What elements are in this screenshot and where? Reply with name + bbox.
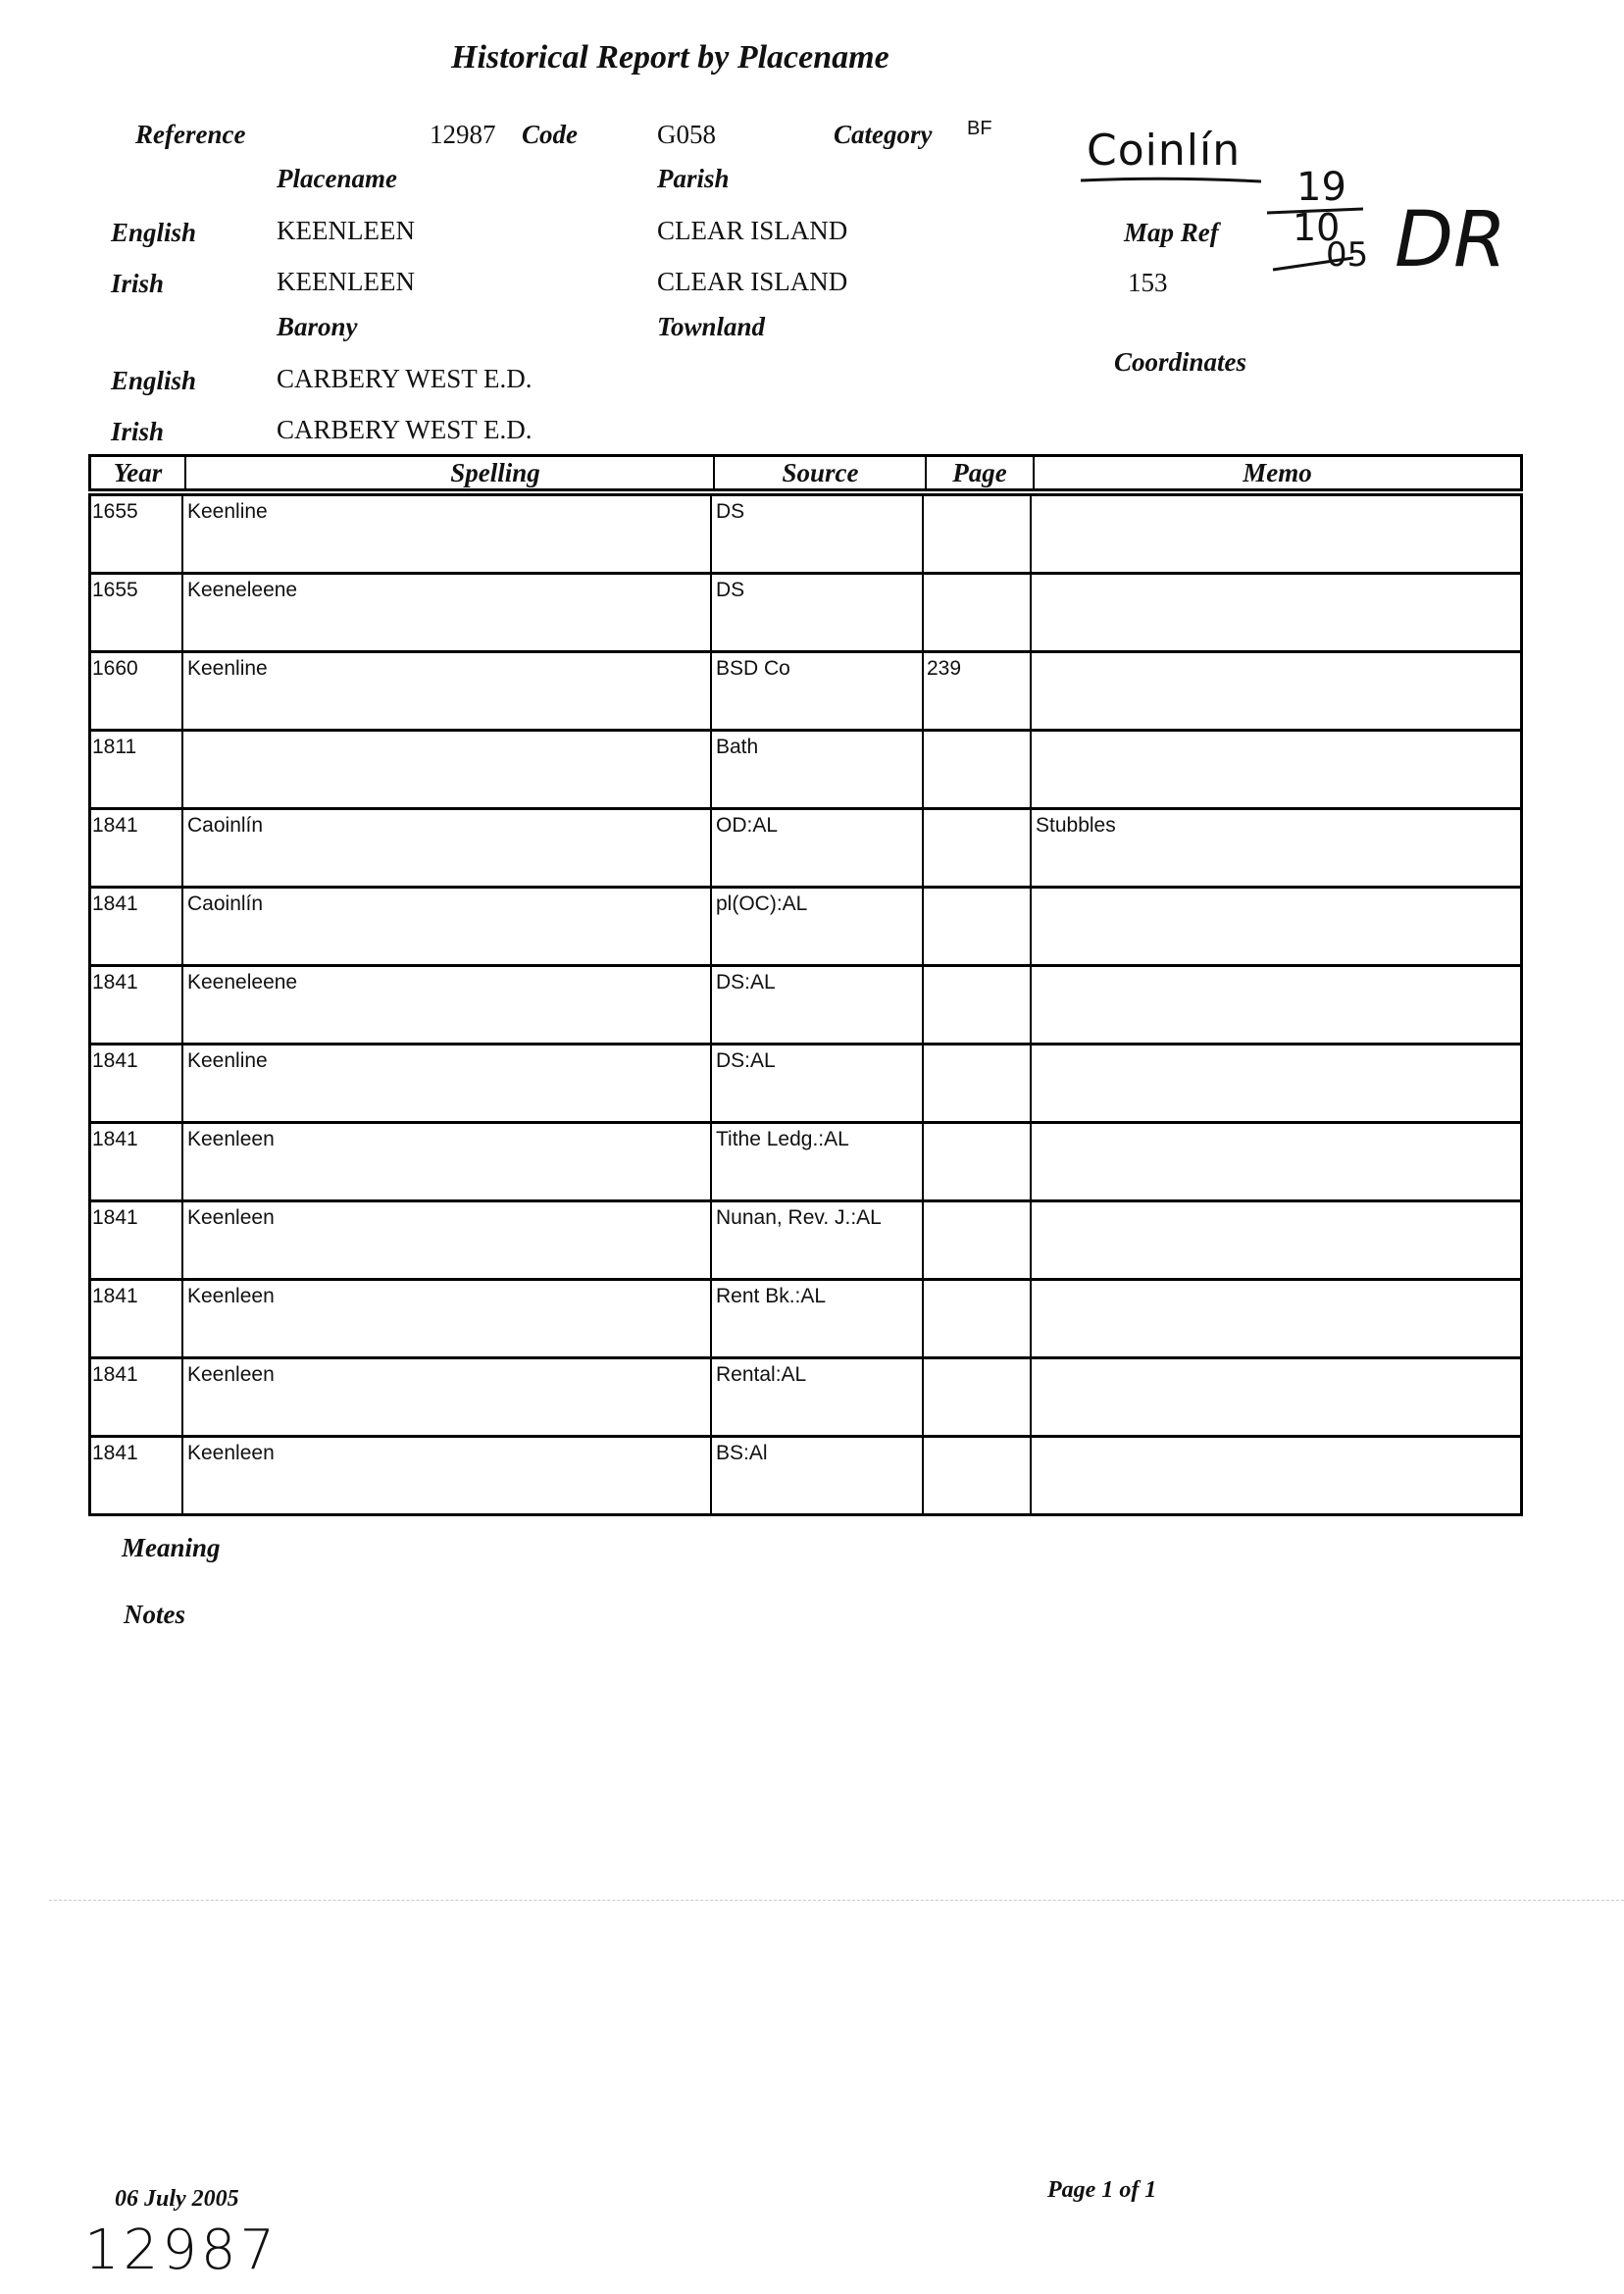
parish-irish-value: CLEAR ISLAND [657,267,848,296]
cell-divider [181,889,183,964]
table-header [88,454,1523,491]
cell-spelling: Keenleen [187,1363,275,1386]
code-value: G058 [657,120,716,149]
handwritten-bottom-ref: 12987 [84,2218,279,2282]
handwritten-initials: DR [1395,196,1507,284]
barony-irish-value: CARBERY WEST E.D. [277,415,533,444]
cell-divider [922,889,924,964]
cell-year: 1655 [92,579,138,601]
cell-divider [1030,1281,1032,1356]
cell-source: Rent Bk.:AL [716,1285,827,1307]
cell-divider [922,496,924,572]
barony-english-value: CARBERY WEST E.D. [277,364,533,393]
cell-divider [922,653,924,729]
map-ref-label: Map Ref [1124,218,1219,247]
cell-source: Tithe Ledg.:AL [716,1128,849,1150]
table-row [88,807,1523,886]
table-row [88,493,1523,572]
cell-source: OD:AL [716,814,779,837]
placename-irish-value: KEENLEEN [277,267,415,296]
townland-label: Townland [657,312,766,341]
table-row [88,572,1523,650]
header-source: Source [782,458,859,487]
cell-spelling: Keenleen [187,1285,275,1307]
table-row [88,1356,1523,1435]
cell-divider [710,496,712,572]
handwritten-underline [1079,175,1265,186]
history-table [88,454,1523,1464]
cell-spelling: Caoinlín [187,892,264,915]
cell-spelling: Keenline [187,657,268,680]
cell-page: 239 [927,657,962,680]
table-row [88,650,1523,729]
cell-divider [181,810,183,886]
cell-divider [710,1202,712,1278]
cell-source: pl(OC):AL [716,892,808,915]
table-row [88,1043,1523,1121]
cell-divider [181,1281,183,1356]
cell-memo: Stubbles [1036,814,1116,837]
cell-divider [181,496,183,572]
cell-divider [1030,1202,1032,1278]
scan-artifact-line [49,1900,1624,1901]
cell-spelling: Keenline [187,500,268,523]
cell-divider [1030,1124,1032,1199]
footer-page: Page 1 of 1 [1047,2177,1157,2203]
table-row [88,1199,1523,1278]
code-label: Code [522,120,578,149]
cell-source: DS:AL [716,1049,776,1072]
cell-year: 1841 [92,814,138,837]
notes-label: Notes [124,1600,185,1629]
header-page: Page [952,458,1007,487]
cell-year: 1811 [92,736,137,758]
cell-divider [1030,967,1032,1043]
table-row [88,1121,1523,1199]
handwritten-date-year: 05 [1326,235,1369,275]
cell-divider [922,1045,924,1121]
meaning-label: Meaning [122,1533,221,1562]
cell-source: Bath [716,736,759,758]
category-label: Category [834,120,933,149]
cell-spelling: Caoinlín [187,814,264,837]
page-title: Historical Report by Placename [451,39,889,76]
cell-divider [710,889,712,964]
cell-divider [922,1124,924,1199]
table-row [88,729,1523,807]
table-row [88,886,1523,964]
placename-english-label: English [111,218,197,247]
cell-divider [710,653,712,729]
cell-divider [181,1045,183,1121]
table-row [88,1278,1523,1356]
cell-year: 1841 [92,1206,138,1229]
handwritten-name: Coinlín [1087,126,1242,176]
cell-year: 1841 [92,1128,138,1150]
cell-year: 1841 [92,1049,138,1072]
cell-year: 1841 [92,1285,138,1307]
cell-divider [181,1438,183,1513]
table-row [88,1435,1523,1516]
cell-divider [922,1202,924,1278]
reference-value: 12987 [430,120,496,149]
cell-year: 1655 [92,500,138,523]
cell-divider [181,1359,183,1435]
handwritten-date-day: 19 [1296,165,1346,210]
cell-spelling: Keeneleene [187,971,298,994]
barony-irish-label: Irish [111,417,165,446]
parish-label: Parish [657,164,730,193]
cell-divider [710,1045,712,1121]
table-row [88,964,1523,1043]
header-memo: Memo [1243,458,1312,487]
header-spelling: Spelling [450,458,540,487]
parish-english-value: CLEAR ISLAND [657,216,848,245]
cell-divider [922,1438,924,1513]
cell-divider [1030,889,1032,964]
cell-source: DS [716,579,745,601]
cell-divider [710,1359,712,1435]
placename-english-value: KEENLEEN [277,216,415,245]
cell-divider [710,1281,712,1356]
cell-year: 1660 [92,657,138,680]
cell-divider [181,732,183,807]
cell-spelling: Keenleen [187,1442,275,1464]
cell-divider [181,1124,183,1199]
category-value: BF [967,118,992,139]
cell-divider [1030,810,1032,886]
cell-divider [710,810,712,886]
barony-english-label: English [111,366,197,395]
cell-divider [1030,575,1032,650]
cell-divider [181,575,183,650]
cell-year: 1841 [92,1442,138,1464]
cell-spelling: Keeneleene [187,579,298,601]
barony-label: Barony [277,312,358,341]
table-body [88,493,1523,1516]
cell-divider [181,967,183,1043]
cell-year: 1841 [92,971,138,994]
cell-divider [1030,496,1032,572]
cell-source: Rental:AL [716,1363,807,1386]
cell-divider [1030,1438,1032,1513]
cell-divider [922,1359,924,1435]
cell-divider [922,967,924,1043]
cell-divider [922,732,924,807]
cell-divider [922,575,924,650]
cell-divider [710,732,712,807]
cell-source: BSD Co [716,657,790,680]
cell-divider [922,810,924,886]
cell-divider [181,653,183,729]
cell-spelling: Keenleen [187,1206,275,1229]
cell-source: Nunan, Rev. J.:AL [716,1206,882,1229]
handwritten-date-month: 10 [1293,206,1341,249]
cell-divider [710,575,712,650]
cell-divider [1030,732,1032,807]
cell-divider [922,1281,924,1356]
placename-label: Placename [277,164,397,193]
cell-source: BS:Al [716,1442,768,1464]
cell-source: DS [716,500,745,523]
cell-divider [1030,1045,1032,1121]
cell-divider [710,967,712,1043]
cell-spelling: Keenleen [187,1128,275,1150]
coordinates-label: Coordinates [1114,347,1247,377]
header-year: Year [113,458,163,487]
cell-divider [710,1438,712,1513]
cell-divider [181,1202,183,1278]
placename-irish-label: Irish [111,269,165,298]
reference-label: Reference [135,120,246,149]
cell-divider [710,1124,712,1199]
cell-source: DS:AL [716,971,776,994]
cell-year: 1841 [92,892,138,915]
cell-spelling: Keenline [187,1049,268,1072]
cell-divider [1030,1359,1032,1435]
map-ref-value: 153 [1128,268,1168,297]
footer-date: 06 July 2005 [115,2186,239,2212]
cell-year: 1841 [92,1363,138,1386]
cell-divider [1030,653,1032,729]
